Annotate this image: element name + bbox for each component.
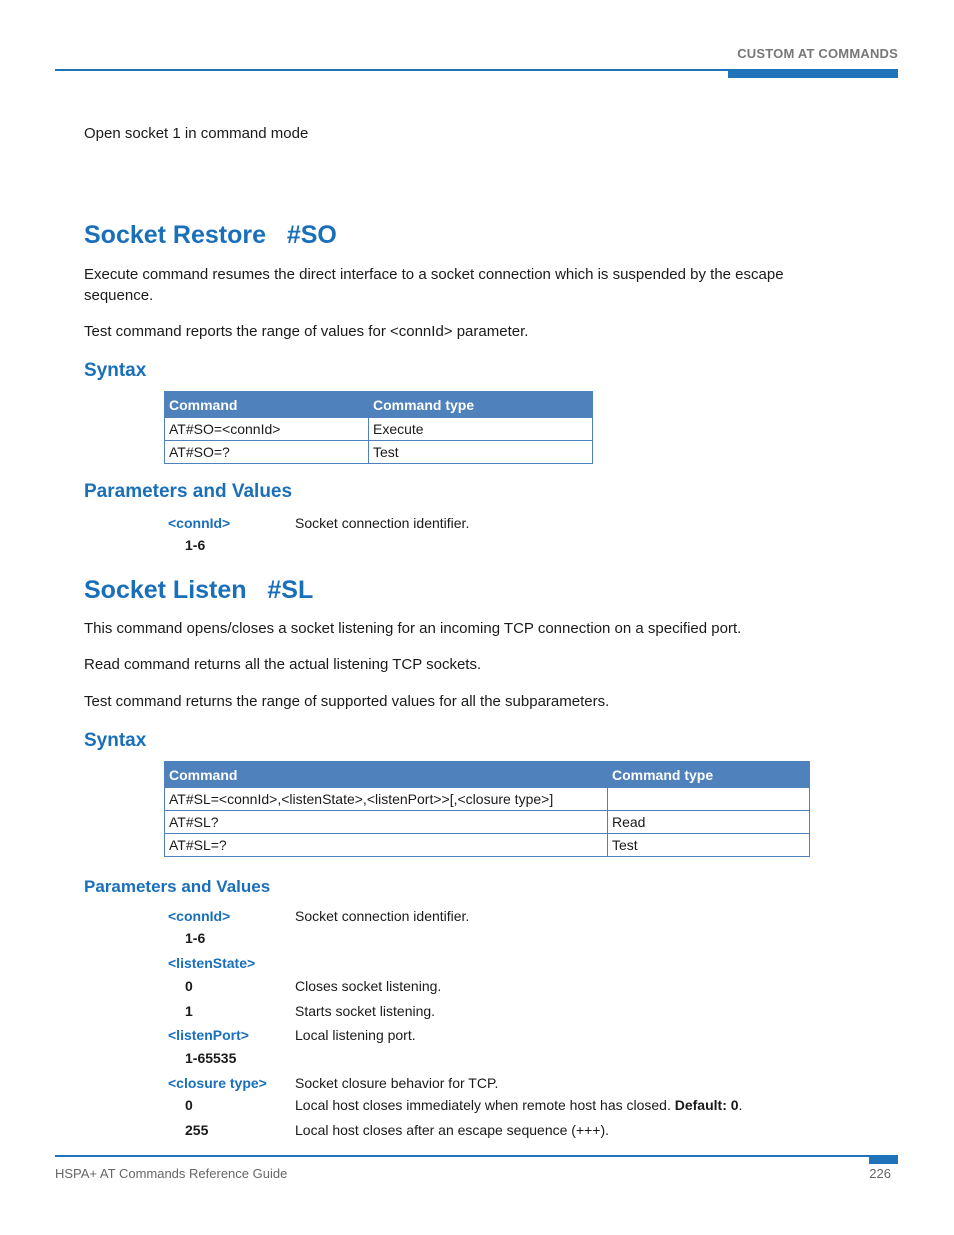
param-value: 1	[185, 1003, 193, 1019]
so-title: Socket Restore #SO	[84, 221, 337, 249]
table-cell-command: AT#SL=?	[165, 834, 608, 857]
table-cell-command: AT#SO=<connId>	[165, 418, 369, 441]
table-header-row	[165, 762, 810, 788]
column-header-command-type: Command type	[608, 762, 810, 788]
table-cell-type	[608, 788, 810, 811]
param-name: <closure type>	[168, 1075, 267, 1091]
table-cell-command: AT#SO=?	[165, 441, 369, 464]
param-description: Local listening port.	[295, 1027, 416, 1043]
param-description: Socket closure behavior for TCP.	[295, 1075, 499, 1091]
so-params-heading: Parameters and Values	[84, 481, 293, 502]
table-cell-type: Execute	[369, 418, 593, 441]
param-value: 1-65535	[185, 1050, 237, 1066]
table-cell-command: AT#SL?	[165, 811, 608, 834]
sl-title: Socket Listen #SL	[84, 576, 314, 604]
footer-document-title: HSPA+ AT Commands Reference Guide	[55, 1166, 288, 1181]
param-description-text: Local host closes immediately when remote host has closed.	[295, 1097, 671, 1113]
table-row	[165, 834, 810, 857]
sl-params-heading: Parameters and Values	[84, 877, 271, 896]
column-header-command: Command	[165, 392, 369, 418]
param-value: 0	[185, 978, 193, 994]
param-value: 0	[185, 1097, 193, 1113]
footer-accent-block	[869, 1155, 898, 1164]
so-paragraph-2: Test command reports the range of values for <connId> parameter.	[84, 323, 529, 340]
param-description: Closes socket listening.	[295, 978, 442, 994]
sl-syntax-table	[164, 761, 810, 857]
param-value: 1-6	[185, 930, 206, 946]
footer-page-number: 226	[869, 1166, 891, 1181]
param-name: <connId>	[168, 515, 231, 531]
param-value: 255	[185, 1122, 209, 1138]
param-description: Socket connection identifier.	[295, 515, 470, 531]
so-paragraph-1: Execute command resumes the direct interface to a socket connection which is suspended by the escape sequence.	[84, 266, 784, 304]
sl-syntax-heading: Syntax	[84, 730, 147, 751]
param-name: <listenPort>	[168, 1027, 249, 1043]
param-description: Local host closes after an escape sequence (+++).	[295, 1122, 610, 1138]
intro-text: Open socket 1 in command mode	[84, 125, 309, 142]
header-accent-block	[728, 69, 898, 78]
column-header-command-type: Command type	[369, 392, 593, 418]
table-row	[165, 811, 810, 834]
footer-rule	[55, 1155, 898, 1157]
param-value: 1-6	[185, 537, 206, 553]
table-row	[165, 441, 593, 464]
param-description: Socket connection identifier.	[295, 908, 470, 924]
param-name: <connId>	[168, 908, 231, 924]
header-section-label: CUSTOM AT COMMANDS	[737, 46, 898, 61]
table-cell-type: Test	[608, 834, 810, 857]
sl-paragraph-1: This command opens/closes a socket listening for an incoming TCP connection on a specified port.	[84, 620, 742, 637]
description-suffix: .	[738, 1097, 743, 1113]
so-syntax-heading: Syntax	[84, 360, 147, 381]
param-description	[295, 1097, 742, 1113]
table-header-row	[165, 392, 593, 418]
default-label: Default: 0	[674, 1097, 739, 1113]
so-syntax-table	[164, 391, 593, 464]
column-header-command: Command	[165, 762, 608, 788]
param-name: <listenState>	[168, 955, 256, 971]
sl-paragraph-2: Read command returns all the actual listening TCP sockets.	[84, 656, 482, 673]
table-cell-command: AT#SL=<connId>,<listenState>,<listenPort>>[,<closure type>]	[165, 788, 608, 811]
table-cell-type: Test	[369, 441, 593, 464]
table-row	[165, 788, 810, 811]
table-cell-type: Read	[608, 811, 810, 834]
sl-paragraph-3: Test command returns the range of supported values for all the subparameters.	[84, 693, 610, 710]
param-description: Starts socket listening.	[295, 1003, 436, 1019]
table-row	[165, 418, 593, 441]
